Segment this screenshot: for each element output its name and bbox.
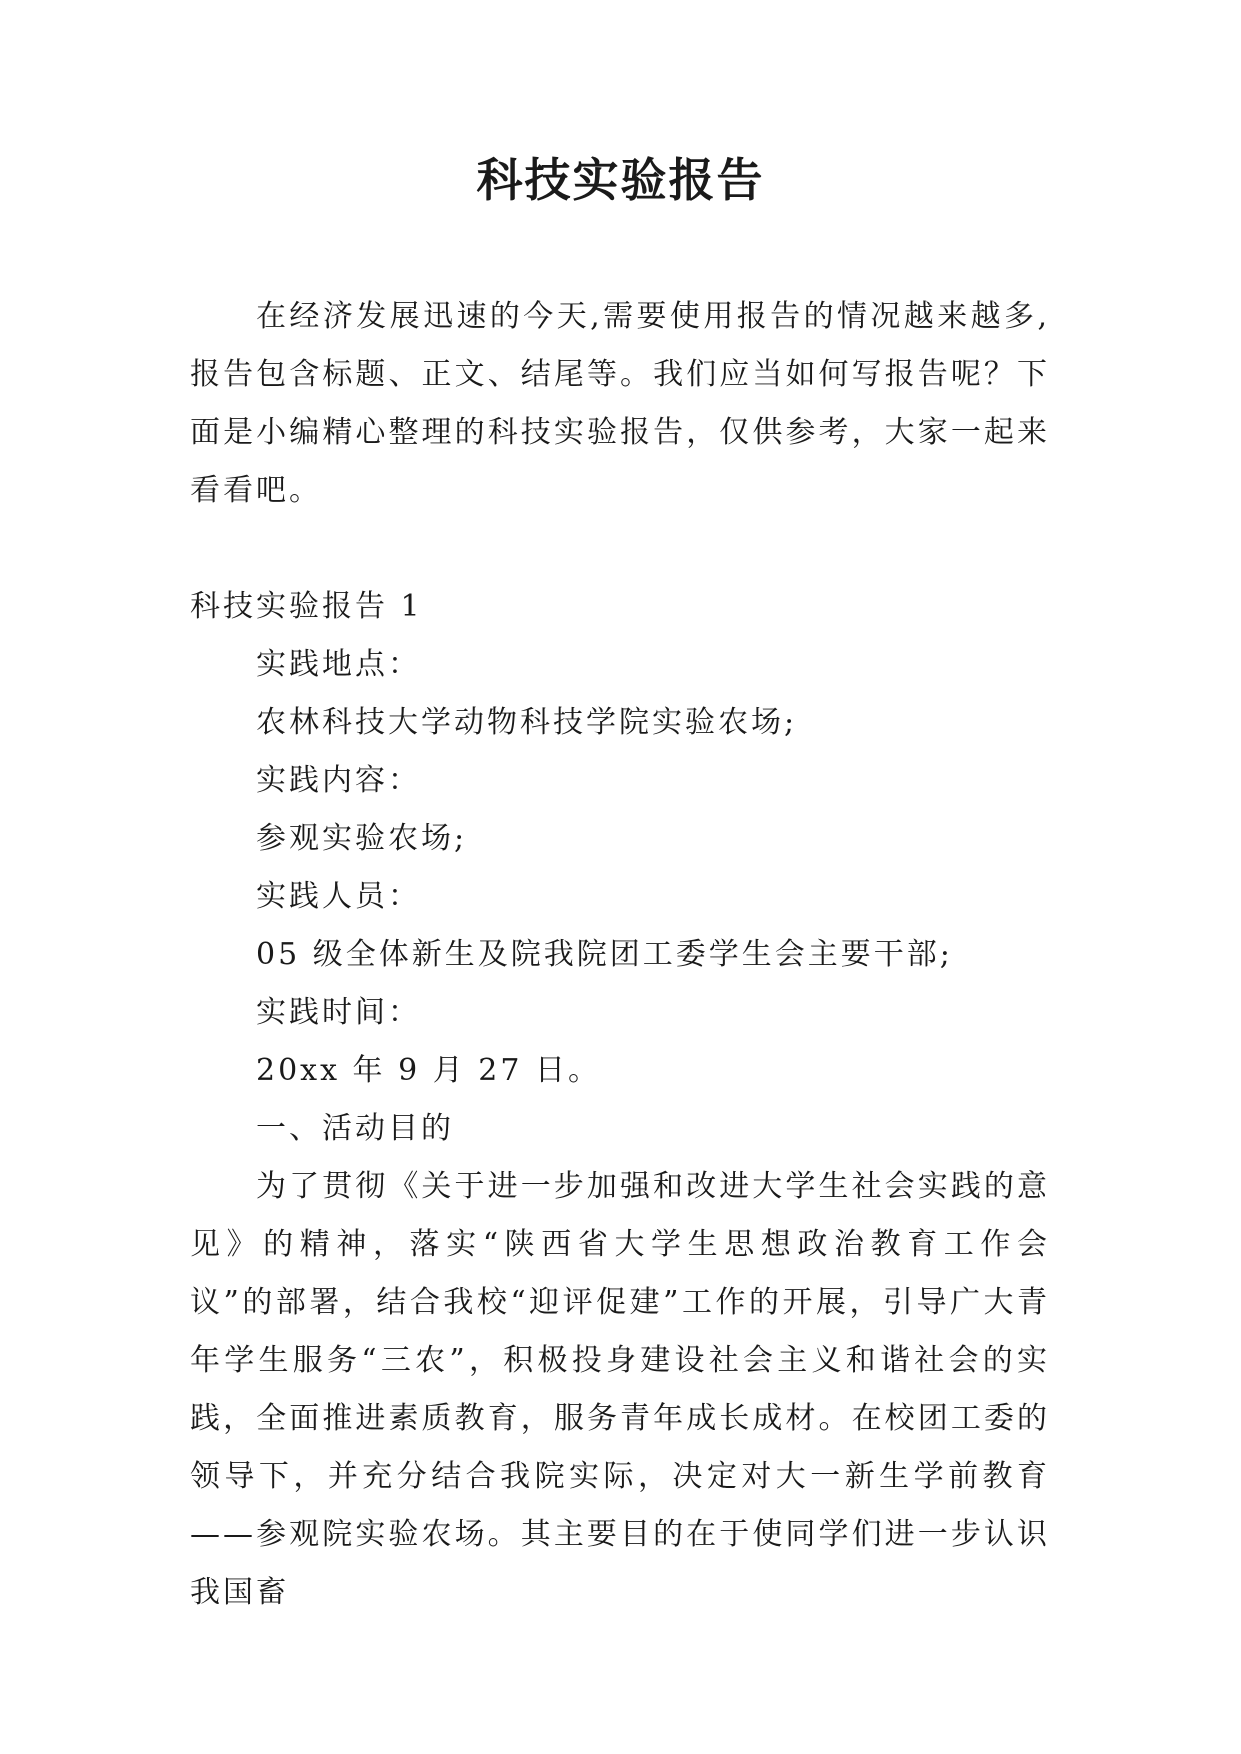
document-title: 科技实验报告 [476, 153, 765, 207]
practice-time-label: 实践时间： [256, 995, 421, 1030]
purpose-paragraph: 为了贯彻《关于进一步加强和改进大学生社会实践的意见》的精神，落实“陕西省大学生思想政治教育工作会议”的部署，结合我校“迎评促建”工作的开展，引导广大青年学生服务“三农”，积极投身建设社会主义和谐社会的实践，全面推进素质教育，服务青年成长成材。在校团工委的领导下，并充分结合我院实际，决定对大一新生学前教育——参观院实验农场。其主要目的在于使同学们进一步认识我国畜 [190, 1169, 1050, 1610]
practice-content-label: 实践内容： [256, 763, 421, 798]
intro-paragraph: 在经济发展迅速的今天,需要使用报告的情况越来越多,报告包含标题、正文、结尾等。我们应当如何写报告呢？下面是小编精心整理的科技实验报告，仅供参考，大家一起来看看吧。 [190, 299, 1050, 508]
practice-location-label: 实践地点： [256, 647, 421, 682]
practice-people-value: 05 级全体新生及院我院团工委学生会主要干部; [256, 937, 953, 972]
practice-content-value: 参观实验农场; [256, 821, 468, 856]
activity-purpose-heading: 一、活动目的 [256, 1111, 454, 1146]
practice-time-value: 20xx 年 9 月 27 日。 [256, 1053, 601, 1088]
practice-location-value: 农林科技大学动物科技学院实验农场; [256, 705, 798, 740]
practice-people-label: 实践人员： [256, 879, 421, 914]
document-body [190, 288, 1050, 1622]
section-heading: 科技实验报告 1 [190, 589, 423, 624]
